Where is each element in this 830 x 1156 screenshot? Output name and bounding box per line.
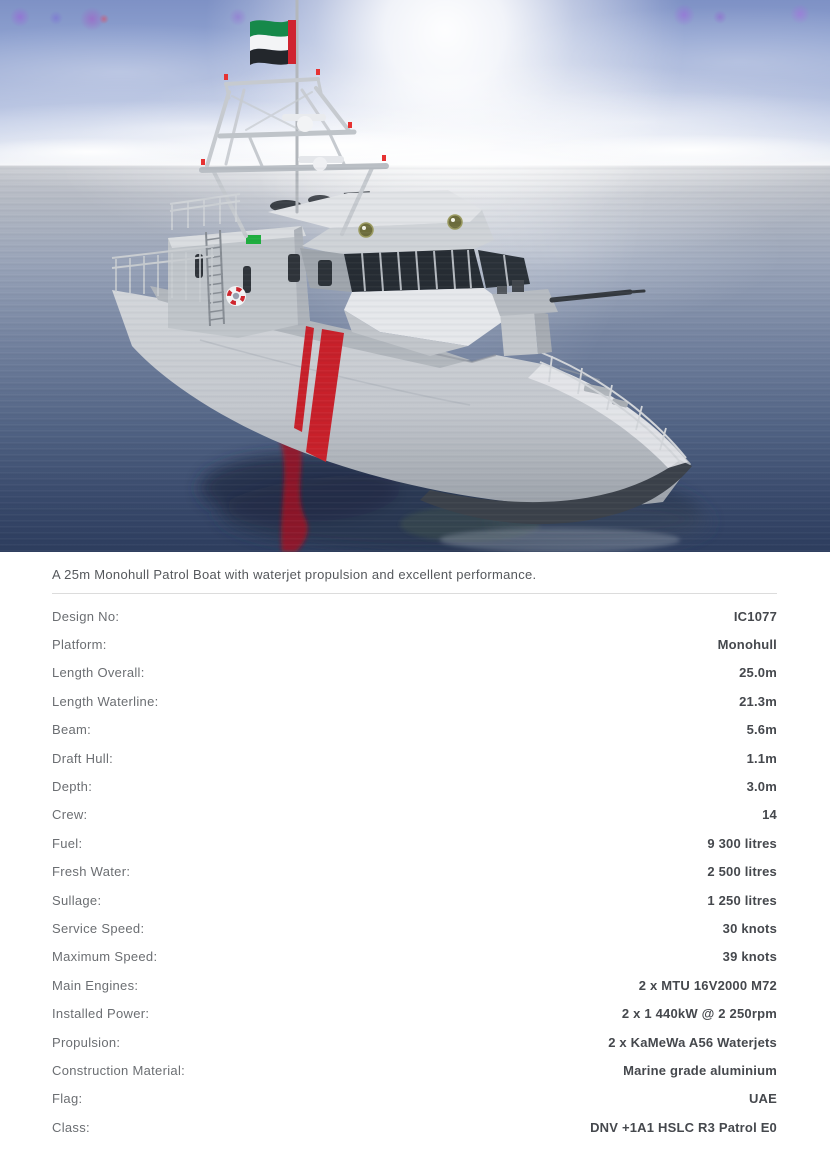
spec-value: Marine grade aluminium	[623, 1062, 777, 1078]
spec-table	[52, 602, 777, 1141]
spec-row	[52, 858, 777, 886]
spec-value: 5.6m	[746, 722, 777, 738]
spec-label: Propulsion:	[52, 1034, 121, 1050]
spec-value: IC1077	[733, 608, 777, 624]
spec-value: 25.0m	[739, 665, 777, 681]
spec-row	[52, 716, 777, 744]
uae-flag	[250, 20, 296, 65]
spec-value: 14	[762, 807, 777, 823]
spec-label: Depth:	[52, 779, 93, 795]
spec-value: 2 x MTU 16V2000 M72	[638, 977, 777, 993]
spec-row	[52, 602, 777, 630]
spec-value: Monohull	[717, 637, 777, 653]
spec-value: 1.1m	[746, 750, 777, 766]
radar-dome-icon	[297, 116, 313, 132]
spec-value: 21.3m	[739, 693, 777, 709]
spec-row	[52, 687, 777, 715]
spec-row	[52, 772, 777, 800]
boat-description: A 25m Monohull Patrol Boat with waterjet propulsion and excellent performance.	[52, 567, 537, 582]
boat-render	[0, 0, 830, 552]
spec-label: Installed Power:	[52, 1006, 150, 1022]
spec-value: 2 x KaMeWa A56 Waterjets	[608, 1034, 777, 1050]
spec-value: 2 x 1 440kW @ 2 250rpm	[621, 1006, 777, 1022]
spec-row	[52, 744, 777, 772]
spec-label: Class:	[52, 1119, 90, 1135]
spec-row	[52, 659, 777, 687]
spec-row	[52, 1028, 777, 1056]
spec-label: Length Waterline:	[52, 693, 159, 709]
spec-label: Sullage:	[52, 892, 102, 908]
spec-row	[52, 801, 777, 829]
spec-label: Draft Hull:	[52, 750, 114, 766]
spec-value: 39 knots	[722, 949, 777, 965]
divider	[52, 593, 777, 594]
spec-value: UAE	[748, 1091, 777, 1107]
spec-label: Design No:	[52, 608, 120, 624]
spec-sheet	[0, 552, 830, 1141]
spec-row	[52, 1113, 777, 1141]
spec-row	[52, 1085, 777, 1113]
spec-row	[52, 630, 777, 658]
spec-value: 3.0m	[746, 779, 777, 795]
spec-label: Crew:	[52, 807, 88, 823]
spec-label: Fuel:	[52, 835, 83, 851]
spec-row	[52, 999, 777, 1027]
spec-value: 2 500 litres	[707, 864, 777, 880]
spec-label: Service Speed:	[52, 920, 145, 936]
spec-row	[52, 914, 777, 942]
spec-value: 9 300 litres	[707, 835, 777, 851]
spec-label: Main Engines:	[52, 977, 139, 993]
spec-label: Maximum Speed:	[52, 949, 158, 965]
spec-label: Flag:	[52, 1091, 83, 1107]
spec-label: Platform:	[52, 637, 107, 653]
spec-label: Construction Material:	[52, 1062, 186, 1078]
spec-label: Length Overall:	[52, 665, 145, 681]
spec-label: Fresh Water:	[52, 864, 131, 880]
spec-row	[52, 1056, 777, 1084]
spec-row	[52, 886, 777, 914]
spec-value: 1 250 litres	[707, 892, 777, 908]
spec-row	[52, 829, 777, 857]
spec-row	[52, 943, 777, 971]
spec-value: DNV +1A1 HSLC R3 Patrol E0	[590, 1119, 777, 1135]
spec-row	[52, 971, 777, 999]
spec-value: 30 knots	[722, 920, 777, 936]
spec-label: Beam:	[52, 722, 92, 738]
water-ripples	[0, 166, 830, 552]
